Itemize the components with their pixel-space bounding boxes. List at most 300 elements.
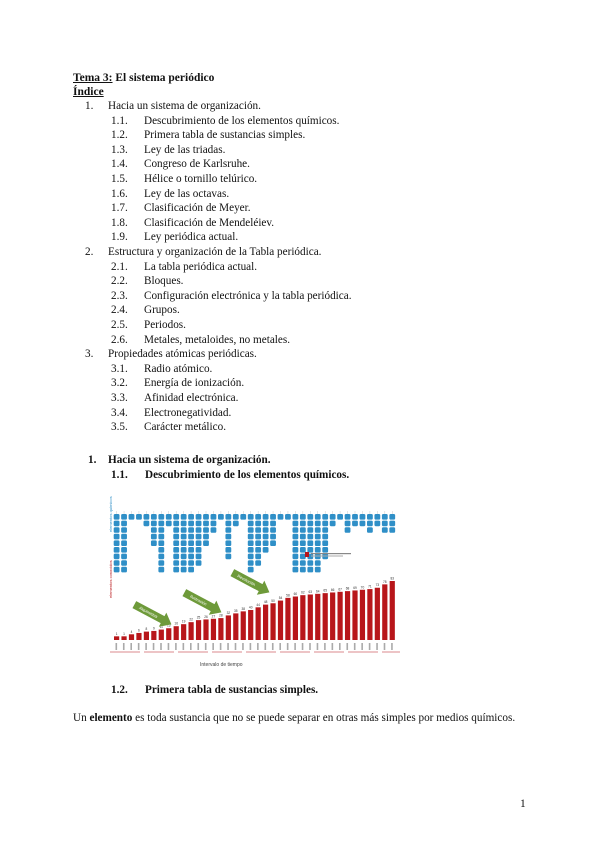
element-cell xyxy=(263,514,269,520)
element-cell xyxy=(211,527,217,533)
element-cell xyxy=(300,540,306,546)
element-cell xyxy=(225,547,231,553)
element-cell xyxy=(255,534,261,540)
bar xyxy=(270,603,275,640)
element-cell xyxy=(263,540,269,546)
bar-value-label: 9 xyxy=(152,626,155,631)
toc-number: 1.7. xyxy=(111,202,128,215)
element-cell xyxy=(225,514,231,520)
toc-text: Electronegatividad. xyxy=(144,406,232,419)
x-tick-label xyxy=(235,643,237,650)
element-cell xyxy=(173,547,179,553)
paragraph-pre: Un xyxy=(73,712,90,724)
element-cell xyxy=(114,547,120,553)
x-tick-label xyxy=(354,643,356,650)
element-cell xyxy=(211,514,217,520)
element-cell xyxy=(248,527,254,533)
bar xyxy=(285,598,290,640)
element-cell xyxy=(322,521,328,527)
element-cell xyxy=(307,527,313,533)
element-cell xyxy=(307,534,313,540)
x-tick-label xyxy=(175,643,177,650)
element-cell xyxy=(352,514,358,520)
element-cell xyxy=(114,567,120,573)
page-title xyxy=(73,72,214,84)
element-cell xyxy=(196,521,202,527)
x-tick-label xyxy=(197,643,199,650)
element-cell xyxy=(121,534,127,540)
element-cell xyxy=(203,514,209,520)
bar xyxy=(233,613,238,640)
element-cell xyxy=(315,567,321,573)
element-cell xyxy=(158,534,164,540)
element-cell xyxy=(114,560,120,566)
element-cell xyxy=(158,567,164,573)
element-cell xyxy=(255,527,261,533)
bar-value-label: 71 xyxy=(368,584,372,589)
element-cell xyxy=(263,534,269,540)
element-cell xyxy=(203,527,209,533)
toc-number: 1.6. xyxy=(111,187,128,200)
x-tick-label xyxy=(220,643,222,650)
element-cell xyxy=(211,521,217,527)
element-cell xyxy=(166,514,172,520)
bar-value-label: 26 xyxy=(204,614,208,619)
toc-text: Hélice o tornillo telúrico. xyxy=(144,173,258,185)
element-cell xyxy=(188,521,194,527)
element-cell xyxy=(225,527,231,533)
toc-text: Energía de ionización. xyxy=(144,377,245,390)
toc-text: Afinidad electrónica. xyxy=(144,392,239,404)
element-cell xyxy=(218,514,224,520)
element-cell xyxy=(315,547,321,553)
element-cell xyxy=(114,527,120,533)
toc-text: Primera tabla de sustancias simples. xyxy=(144,129,306,142)
element-cell xyxy=(382,521,388,527)
bar-value-label: 32 xyxy=(226,610,231,615)
element-cell xyxy=(345,514,351,520)
element-cell xyxy=(374,521,380,527)
element-cell xyxy=(322,514,328,520)
element-cell xyxy=(173,527,179,533)
element-cell xyxy=(188,527,194,533)
element-cell xyxy=(255,560,261,566)
bar xyxy=(189,622,194,640)
element-cell xyxy=(300,547,306,553)
x-tick-label xyxy=(227,643,229,650)
x-tick-label xyxy=(130,643,132,650)
element-cell xyxy=(293,540,299,546)
bar xyxy=(367,589,372,640)
toc-text: Radio atómico. xyxy=(144,362,213,375)
element-cell xyxy=(255,554,261,560)
bar-value-label: 60 xyxy=(293,592,298,597)
section-heading-1-2 xyxy=(111,684,319,696)
element-cell xyxy=(255,521,261,527)
bar xyxy=(129,634,134,640)
bar-value-label: 78 xyxy=(383,579,387,584)
bar-value-label: 19 xyxy=(181,619,186,624)
bar xyxy=(196,620,201,640)
element-cell xyxy=(225,540,231,546)
section-number: 1.1. xyxy=(111,469,128,481)
section-number: 1. xyxy=(88,454,97,466)
toc-text: Carácter metálico. xyxy=(144,421,226,434)
bar-value-label: 63 xyxy=(308,589,313,594)
element-cell xyxy=(121,560,127,566)
bar-value-label: 16 xyxy=(174,621,178,626)
element-cell xyxy=(121,527,127,533)
element-cell xyxy=(270,540,276,546)
toc-text: Hacia un sistema de organización. xyxy=(108,100,261,112)
toc-text: La tabla periódica actual. xyxy=(144,260,258,273)
section-heading-1-1 xyxy=(111,469,350,481)
element-cell xyxy=(151,521,157,527)
element-cell xyxy=(300,527,306,533)
page-number: 1 xyxy=(520,798,526,810)
element-cell xyxy=(307,560,313,566)
bar xyxy=(382,584,387,640)
x-tick-label xyxy=(138,643,140,650)
bar xyxy=(375,588,380,640)
vertical-label-blue: elementos químicos xyxy=(108,496,113,532)
element-cell xyxy=(181,534,187,540)
bar-value-label: 40 xyxy=(248,605,253,610)
toc-number: 3.3. xyxy=(111,392,128,404)
element-cell xyxy=(144,521,150,527)
element-cell xyxy=(248,560,254,566)
bar-value-label: 35 xyxy=(234,608,238,613)
toc-number: 2.3. xyxy=(111,289,128,302)
arrow-label: Ilustración xyxy=(189,593,208,607)
section-number: 1.2. xyxy=(111,684,128,696)
element-cell xyxy=(188,534,194,540)
bar xyxy=(159,630,164,640)
element-cell xyxy=(293,547,299,553)
x-tick-label xyxy=(183,643,185,650)
bar xyxy=(136,633,141,640)
bar-value-label: 67 xyxy=(338,587,342,592)
bar xyxy=(151,631,156,640)
element-cell xyxy=(196,547,202,553)
bar-value-label: 44 xyxy=(256,602,260,607)
element-cell xyxy=(181,514,187,520)
element-cell xyxy=(367,521,373,527)
bar xyxy=(390,581,395,640)
toc-text: Estructura y organización de la Tabla periódica. xyxy=(108,246,322,258)
bar xyxy=(360,590,365,640)
element-cell xyxy=(315,560,321,566)
x-tick-label xyxy=(369,643,371,650)
bar-value-label: 69 xyxy=(353,585,357,590)
bar xyxy=(248,610,253,640)
element-cell xyxy=(173,567,179,573)
bar-value-label: 58 xyxy=(286,593,290,598)
element-cell xyxy=(203,540,209,546)
toc-number: 2.1. xyxy=(111,260,128,273)
logo-line xyxy=(311,556,343,557)
toc-text: Metales, metaloides, no metales. xyxy=(144,333,291,346)
title-rest: El sistema periódico xyxy=(112,72,215,84)
bar xyxy=(315,594,320,640)
element-cell xyxy=(300,521,306,527)
element-cell xyxy=(300,554,306,560)
toc-text: Periodos. xyxy=(144,319,186,331)
element-cell xyxy=(330,521,336,527)
logo-icon xyxy=(305,552,309,557)
element-cell xyxy=(315,514,321,520)
element-cell xyxy=(173,521,179,527)
arrow-label: Alquimistas xyxy=(138,605,159,620)
element-cell xyxy=(307,547,313,553)
toc-number: 3.2. xyxy=(111,377,128,390)
element-cell xyxy=(144,514,150,520)
bar-value-label: 68 xyxy=(345,586,350,591)
bar-value-label: 6 xyxy=(138,628,140,633)
bar xyxy=(121,636,126,640)
element-cell xyxy=(158,540,164,546)
element-cell xyxy=(151,527,157,533)
bar xyxy=(263,605,268,640)
element-cell xyxy=(255,547,261,553)
element-cell xyxy=(188,567,194,573)
element-cell xyxy=(293,514,299,520)
bar xyxy=(352,590,357,640)
x-tick-label xyxy=(257,643,259,650)
element-cell xyxy=(114,554,120,560)
element-cell xyxy=(307,567,313,573)
x-tick-label xyxy=(324,643,326,650)
element-cell xyxy=(181,560,187,566)
x-tick-label xyxy=(205,643,207,650)
x-tick-label xyxy=(339,643,341,650)
toc-number: 2.5. xyxy=(111,319,128,331)
toc-number: 2. xyxy=(85,246,94,258)
toc-text: Propiedades atómicas periódicas. xyxy=(108,348,257,361)
bar xyxy=(174,626,179,640)
bar-value-label: 8 xyxy=(145,627,148,632)
element-cell xyxy=(173,514,179,520)
bar-value-label: 73 xyxy=(375,583,380,588)
element-cell xyxy=(382,527,388,533)
element-cell xyxy=(181,527,187,533)
element-cell xyxy=(389,527,395,533)
element-cell xyxy=(322,527,328,533)
element-cell xyxy=(248,554,254,560)
element-cell xyxy=(136,514,142,520)
element-cell xyxy=(315,527,321,533)
bar-value-label: 1 xyxy=(115,631,118,636)
element-cell xyxy=(374,514,380,520)
x-tick-label xyxy=(317,643,319,650)
bar xyxy=(218,618,223,640)
index-heading: Índice xyxy=(73,86,104,98)
element-cell xyxy=(151,534,157,540)
element-cell xyxy=(389,514,395,520)
element-cell xyxy=(196,540,202,546)
toc-text: Clasificación de Meyer. xyxy=(144,202,251,215)
bar-value-label: 25 xyxy=(196,615,201,620)
element-cell xyxy=(352,521,358,527)
toc-number: 1.5. xyxy=(111,173,128,185)
element-cell xyxy=(233,514,239,520)
element-cell xyxy=(278,514,284,520)
toc-number: 1.9. xyxy=(111,231,128,244)
toc-text: Congreso de Karlsruhe. xyxy=(144,158,250,171)
bar xyxy=(166,628,171,640)
element-cell xyxy=(330,514,336,520)
toc-number: 2.6. xyxy=(111,333,128,346)
element-cell xyxy=(293,560,299,566)
element-cell xyxy=(158,547,164,553)
element-cell xyxy=(121,540,127,546)
element-cell xyxy=(196,554,202,560)
x-tick-label xyxy=(294,643,296,650)
element-cell xyxy=(158,560,164,566)
x-tick-label xyxy=(123,643,125,650)
bar-value-label: 1 xyxy=(123,631,125,636)
element-cell xyxy=(196,560,202,566)
toc-text: Configuración electrónica y la tabla periódica. xyxy=(144,289,352,302)
bar-value-label: 66 xyxy=(330,587,335,592)
element-cell xyxy=(307,540,313,546)
toc-text: Ley de las triadas. xyxy=(144,143,226,156)
toc-text: Clasificación de Mendeléiev. xyxy=(144,216,275,229)
element-cell xyxy=(300,514,306,520)
element-cell xyxy=(188,540,194,546)
bar-value-label: 64 xyxy=(315,589,320,594)
element-cell xyxy=(300,534,306,540)
element-cell xyxy=(196,514,202,520)
toc-number: 1.4. xyxy=(111,158,128,171)
x-tick-label xyxy=(391,643,393,650)
element-cell xyxy=(255,514,261,520)
element-cell xyxy=(121,554,127,560)
element-cell xyxy=(248,521,254,527)
element-cell xyxy=(158,554,164,560)
element-cell xyxy=(233,521,239,527)
x-tick-label xyxy=(287,643,289,650)
bar-value-label: 27 xyxy=(211,614,216,619)
x-tick-label xyxy=(272,643,274,650)
x-tick-label xyxy=(265,643,267,650)
bar xyxy=(226,615,231,640)
bar xyxy=(308,594,313,640)
x-tick-label xyxy=(160,643,162,650)
element-cell xyxy=(158,514,164,520)
x-tick-label xyxy=(361,643,363,650)
bar xyxy=(300,595,305,640)
x-tick-label xyxy=(384,643,386,650)
element-cell xyxy=(225,534,231,540)
element-cell xyxy=(263,521,269,527)
element-cell xyxy=(389,521,395,527)
element-cell xyxy=(345,521,351,527)
bar xyxy=(345,591,350,640)
toc-text: Grupos. xyxy=(144,304,180,317)
element-cell xyxy=(263,547,269,553)
element-cell xyxy=(196,534,202,540)
bar xyxy=(323,593,328,640)
element-cell xyxy=(300,560,306,566)
toc-number: 1.2. xyxy=(111,129,128,142)
element-cell xyxy=(293,567,299,573)
toc-number: 2.4. xyxy=(111,304,128,317)
bar-value-label: 48 xyxy=(263,600,268,605)
element-cell xyxy=(151,514,157,520)
title-prefix: Tema 3: xyxy=(73,72,113,84)
element-cell xyxy=(307,521,313,527)
element-cell xyxy=(263,527,269,533)
bar-value-label: 65 xyxy=(323,588,327,593)
element-cell xyxy=(158,521,164,527)
section-title: Hacia un sistema de organización. xyxy=(108,454,271,466)
toc-number: 1.3. xyxy=(111,143,128,156)
element-cell xyxy=(270,521,276,527)
toc-number: 3.4. xyxy=(111,406,128,419)
element-cell xyxy=(337,514,343,520)
element-cell xyxy=(270,534,276,540)
vertical-label-red: elementos conocidos xyxy=(108,560,113,598)
element-cell xyxy=(151,540,157,546)
element-cell xyxy=(173,554,179,560)
element-cell xyxy=(203,521,209,527)
element-cell xyxy=(270,514,276,520)
arrow-label: Revolución xyxy=(236,573,257,587)
x-tick-label xyxy=(242,643,244,650)
bar-value-label: 62 xyxy=(301,590,305,595)
bar xyxy=(330,592,335,640)
element-cell xyxy=(173,534,179,540)
element-cell xyxy=(270,527,276,533)
element-cell xyxy=(181,540,187,546)
element-cell xyxy=(307,514,313,520)
x-tick-label xyxy=(168,643,170,650)
bar xyxy=(256,607,261,640)
element-cell xyxy=(315,540,321,546)
element-cell xyxy=(322,534,328,540)
element-cell xyxy=(322,540,328,546)
toc-text: Bloques. xyxy=(144,275,184,288)
element-cell xyxy=(248,534,254,540)
bar-value-label: 70 xyxy=(360,585,365,590)
element-cell xyxy=(248,567,254,573)
element-cell xyxy=(188,514,194,520)
bar xyxy=(144,632,149,640)
element-cell xyxy=(367,514,373,520)
bar-value-label: 11 xyxy=(159,625,163,630)
bar xyxy=(338,592,343,640)
bar xyxy=(278,601,283,640)
element-cell xyxy=(345,527,351,533)
element-cell xyxy=(360,521,366,527)
element-cell xyxy=(188,547,194,553)
toc-number: 3.5. xyxy=(111,421,128,434)
element-cell xyxy=(129,514,135,520)
element-cell xyxy=(114,540,120,546)
x-tick-label xyxy=(212,643,214,650)
element-cell xyxy=(114,534,120,540)
toc-number: 1.8. xyxy=(111,216,128,229)
element-cell xyxy=(255,540,261,546)
toc-number: 3.1. xyxy=(111,362,128,375)
element-cell xyxy=(285,514,291,520)
bar xyxy=(293,597,298,640)
bar xyxy=(181,624,186,640)
x-tick-label xyxy=(302,643,304,650)
element-cell xyxy=(188,560,194,566)
element-cell xyxy=(225,554,231,560)
